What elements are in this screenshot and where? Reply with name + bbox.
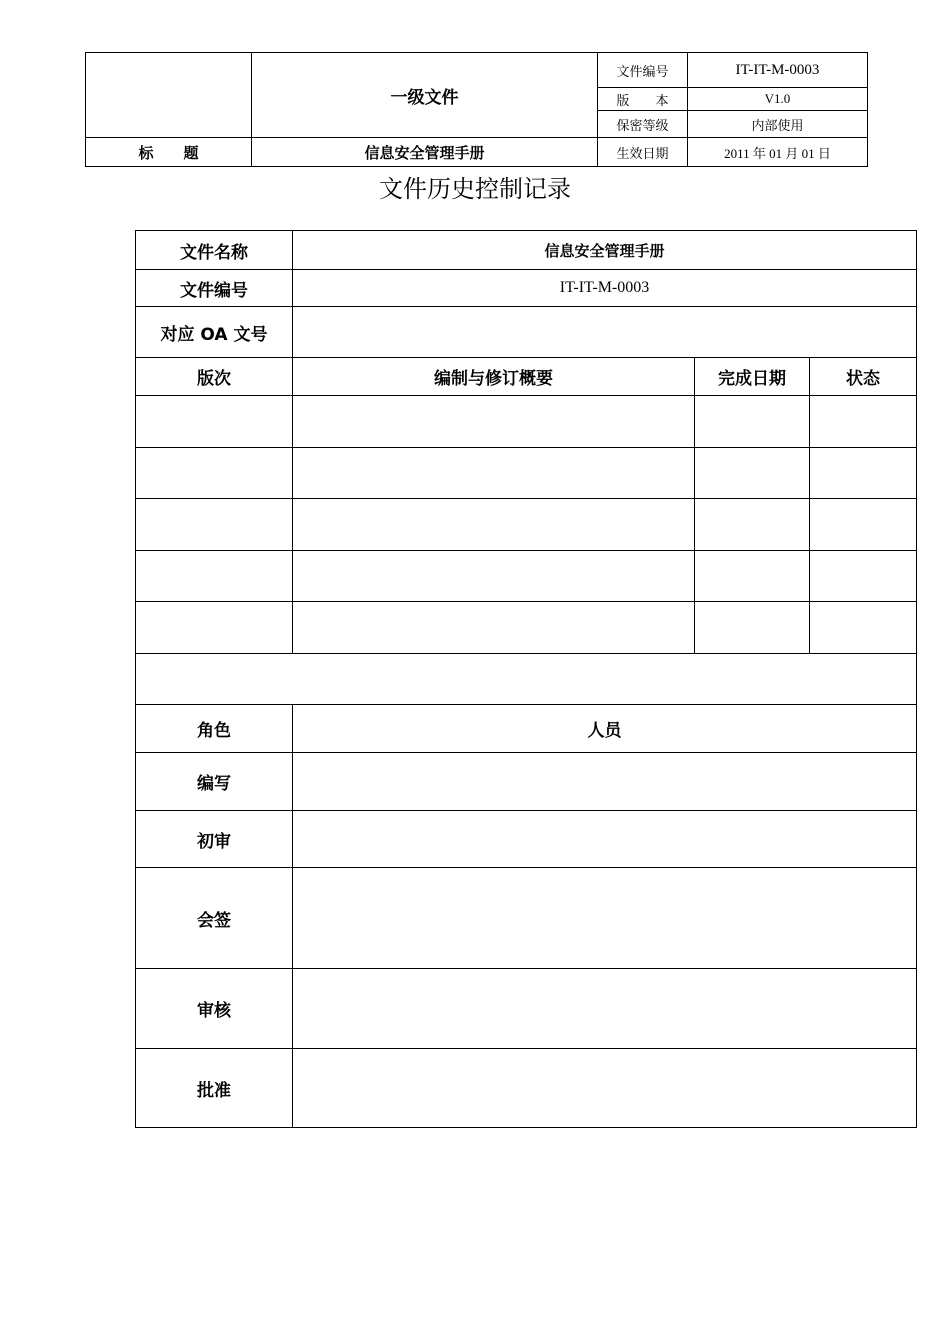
column-header-version: 版次 xyxy=(136,358,293,396)
column-header-role: 角色 xyxy=(136,705,293,753)
spacer-row xyxy=(136,654,917,705)
oa-number-value[interactable] xyxy=(293,307,917,358)
revision-date-cell[interactable] xyxy=(695,448,810,499)
revision-summary-cell[interactable] xyxy=(293,551,695,602)
revision-row xyxy=(136,499,917,551)
field-value-version: V1.0 xyxy=(688,88,868,111)
document-level: 一级文件 xyxy=(252,53,598,138)
revision-status-cell[interactable] xyxy=(810,551,917,602)
revision-version-cell[interactable] xyxy=(136,448,293,499)
revision-summary-cell[interactable] xyxy=(293,602,695,654)
role-label-first-review: 初审 xyxy=(136,811,293,868)
revision-version-cell[interactable] xyxy=(136,499,293,551)
doc-name-value: 信息安全管理手册 xyxy=(293,231,917,270)
role-row xyxy=(136,868,917,969)
column-header-status: 状态 xyxy=(810,358,917,396)
role-person-approve[interactable] xyxy=(293,1049,917,1128)
revision-row xyxy=(136,602,917,654)
revision-status-cell[interactable] xyxy=(810,396,917,448)
revision-status-cell[interactable] xyxy=(810,499,917,551)
title-label: 标 题 xyxy=(86,138,252,167)
role-label-audit: 审核 xyxy=(136,969,293,1049)
field-label-doc-number: 文件编号 xyxy=(598,53,688,88)
doc-name-label: 文件名称 xyxy=(136,231,293,270)
revision-summary-cell[interactable] xyxy=(293,499,695,551)
role-person-author[interactable] xyxy=(293,753,917,811)
column-header-person: 人员 xyxy=(293,705,917,753)
role-person-first-review[interactable] xyxy=(293,811,917,868)
role-row xyxy=(136,811,917,868)
document-header-table xyxy=(85,52,868,167)
revision-version-cell[interactable] xyxy=(136,551,293,602)
field-label-confidentiality: 保密等级 xyxy=(598,111,688,138)
revision-row xyxy=(136,448,917,499)
revision-status-cell[interactable] xyxy=(810,602,917,654)
revision-date-cell[interactable] xyxy=(695,499,810,551)
role-person-countersign[interactable] xyxy=(293,868,917,969)
column-header-date: 完成日期 xyxy=(695,358,810,396)
role-row xyxy=(136,1049,917,1128)
oa-number-label: 对应 OA 文号 xyxy=(136,307,293,358)
role-row xyxy=(136,753,917,811)
role-person-audit[interactable] xyxy=(293,969,917,1049)
role-label-author: 编写 xyxy=(136,753,293,811)
field-value-effective-date: 2011 年 01 月 01 日 xyxy=(688,138,868,167)
role-row xyxy=(136,969,917,1049)
revision-summary-cell[interactable] xyxy=(293,396,695,448)
revision-summary-cell[interactable] xyxy=(293,448,695,499)
field-value-confidentiality: 内部使用 xyxy=(688,111,868,138)
role-label-approve: 批准 xyxy=(136,1049,293,1128)
revision-version-cell[interactable] xyxy=(136,602,293,654)
history-control-table xyxy=(135,230,917,1128)
logo-cell xyxy=(86,53,252,138)
page-title: 文件历史控制记录 xyxy=(379,175,571,203)
revision-version-cell[interactable] xyxy=(136,396,293,448)
revision-status-cell[interactable] xyxy=(810,448,917,499)
revision-date-cell[interactable] xyxy=(695,602,810,654)
title-value: 信息安全管理手册 xyxy=(252,138,598,167)
revision-date-cell[interactable] xyxy=(695,396,810,448)
doc-code-label: 文件编号 xyxy=(136,270,293,307)
doc-code-value: IT-IT-M-0003 xyxy=(293,270,917,307)
field-label-effective-date: 生效日期 xyxy=(598,138,688,167)
column-header-summary: 编制与修订概要 xyxy=(293,358,695,396)
revision-row xyxy=(136,396,917,448)
role-label-countersign: 会签 xyxy=(136,868,293,969)
field-value-doc-number: IT-IT-M-0003 xyxy=(688,53,868,88)
revision-date-cell[interactable] xyxy=(695,551,810,602)
field-label-version: 版 本 xyxy=(598,88,688,111)
revision-row xyxy=(136,551,917,602)
